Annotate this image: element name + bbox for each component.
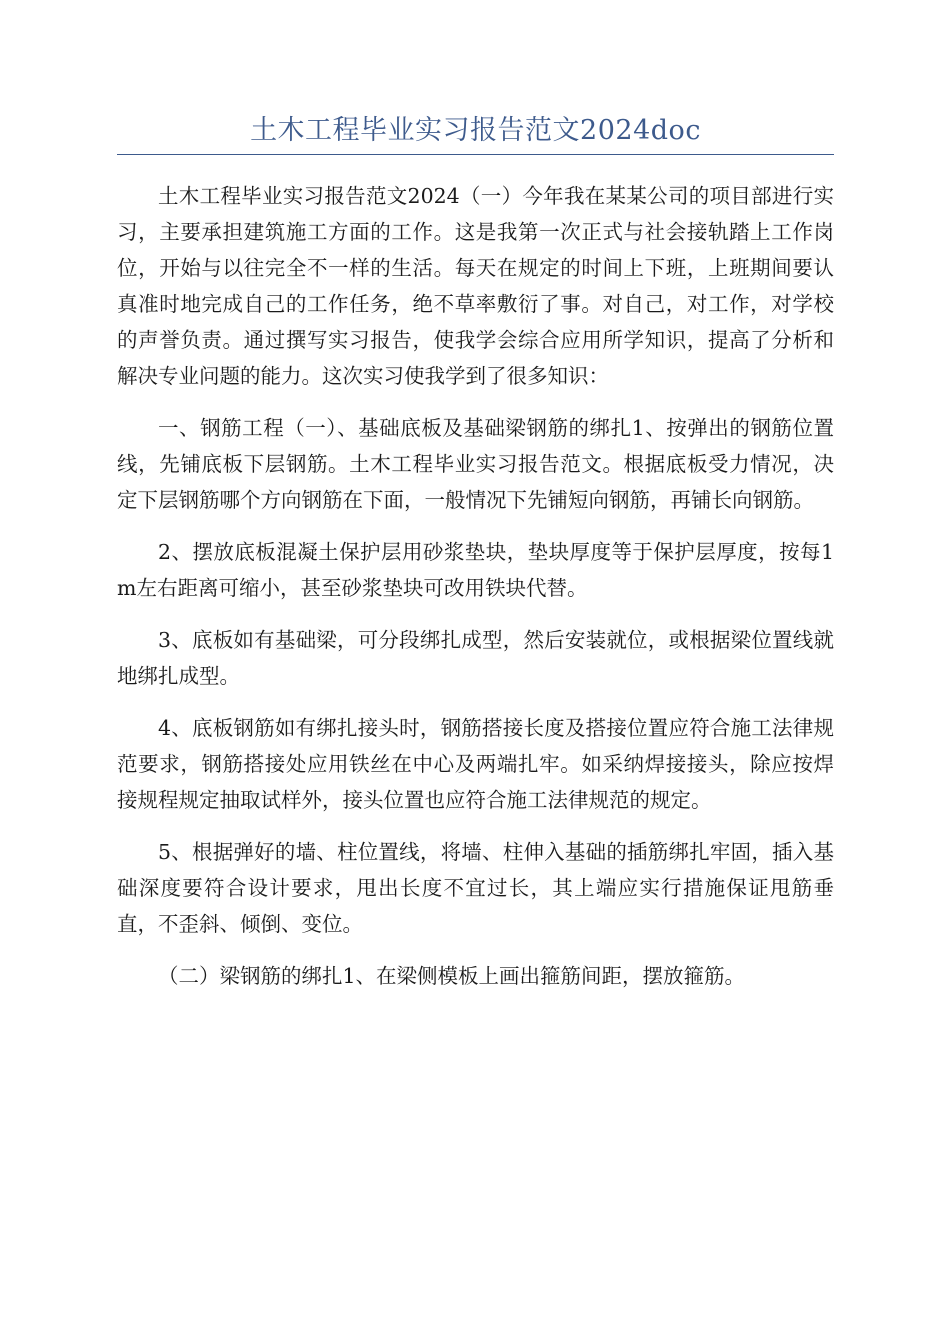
paragraph-intro: 土木工程毕业实习报告范文2024（一）今年我在某某公司的项目部进行实习，主要承担建筑施工方面的工作。这是我第一次正式与社会接轨踏上工作岗位，开始与以往完全不一样的生活。每天在规定的时间上下班，上班期间要认真准时地完成自己的工作任务，绝不草率敷衍了事。对自己，对工作，对学校的声誉负责。通过撰写实习报告，使我学会综合应用所学知识，提高了分析和解决专业问题的能力。这次实习使我学到了很多知识： — [117, 184, 834, 388]
paragraph-item-4: 4、底板钢筋如有绑扎接头时，钢筋搭接长度及搭接位置应符合施工法律规范要求，钢筋搭接处应用铁丝在中心及两端扎牢。如采纳焊接接头，除应按焊接规程规定抽取试样外，接头位置也应符合施工法律规范的规定。 — [117, 716, 834, 812]
document-title: 土木工程毕业实习报告范文2024doc — [250, 115, 701, 146]
paragraph-section-1: 一、钢筋工程（一）、基础底板及基础梁钢筋的绑扎1、按弹出的钢筋位置线，先铺底板下层钢筋。土木工程毕业实习报告范文。根据底板受力情况，决定下层钢筋哪个方向钢筋在下面，一般情况下先铺短向钢筋，再铺长向钢筋。 — [117, 416, 834, 512]
document-body — [117, 178, 834, 1010]
title-underline — [117, 154, 834, 155]
paragraph-item-2: 2、摆放底板混凝土保护层用砂浆垫块，垫块厚度等于保护层厚度，按每1m左右距离可缩小，甚至砂浆垫块可改用铁块代替。 — [117, 540, 834, 600]
paragraph-item-5: 5、根据弹好的墙、柱位置线，将墙、柱伸入基础的插筋绑扎牢固，插入基础深度要符合设计要求，甩出长度不宜过长，其上端应实行措施保证甩筋垂直，不歪斜、倾倒、变位。 — [117, 840, 834, 936]
paragraph-section-2: （二）梁钢筋的绑扎1、在梁侧模板上画出箍筋间距，摆放箍筋。 — [158, 964, 746, 988]
paragraph-item-3: 3、底板如有基础梁，可分段绑扎成型，然后安装就位，或根据梁位置线就地绑扎成型。 — [117, 628, 834, 688]
